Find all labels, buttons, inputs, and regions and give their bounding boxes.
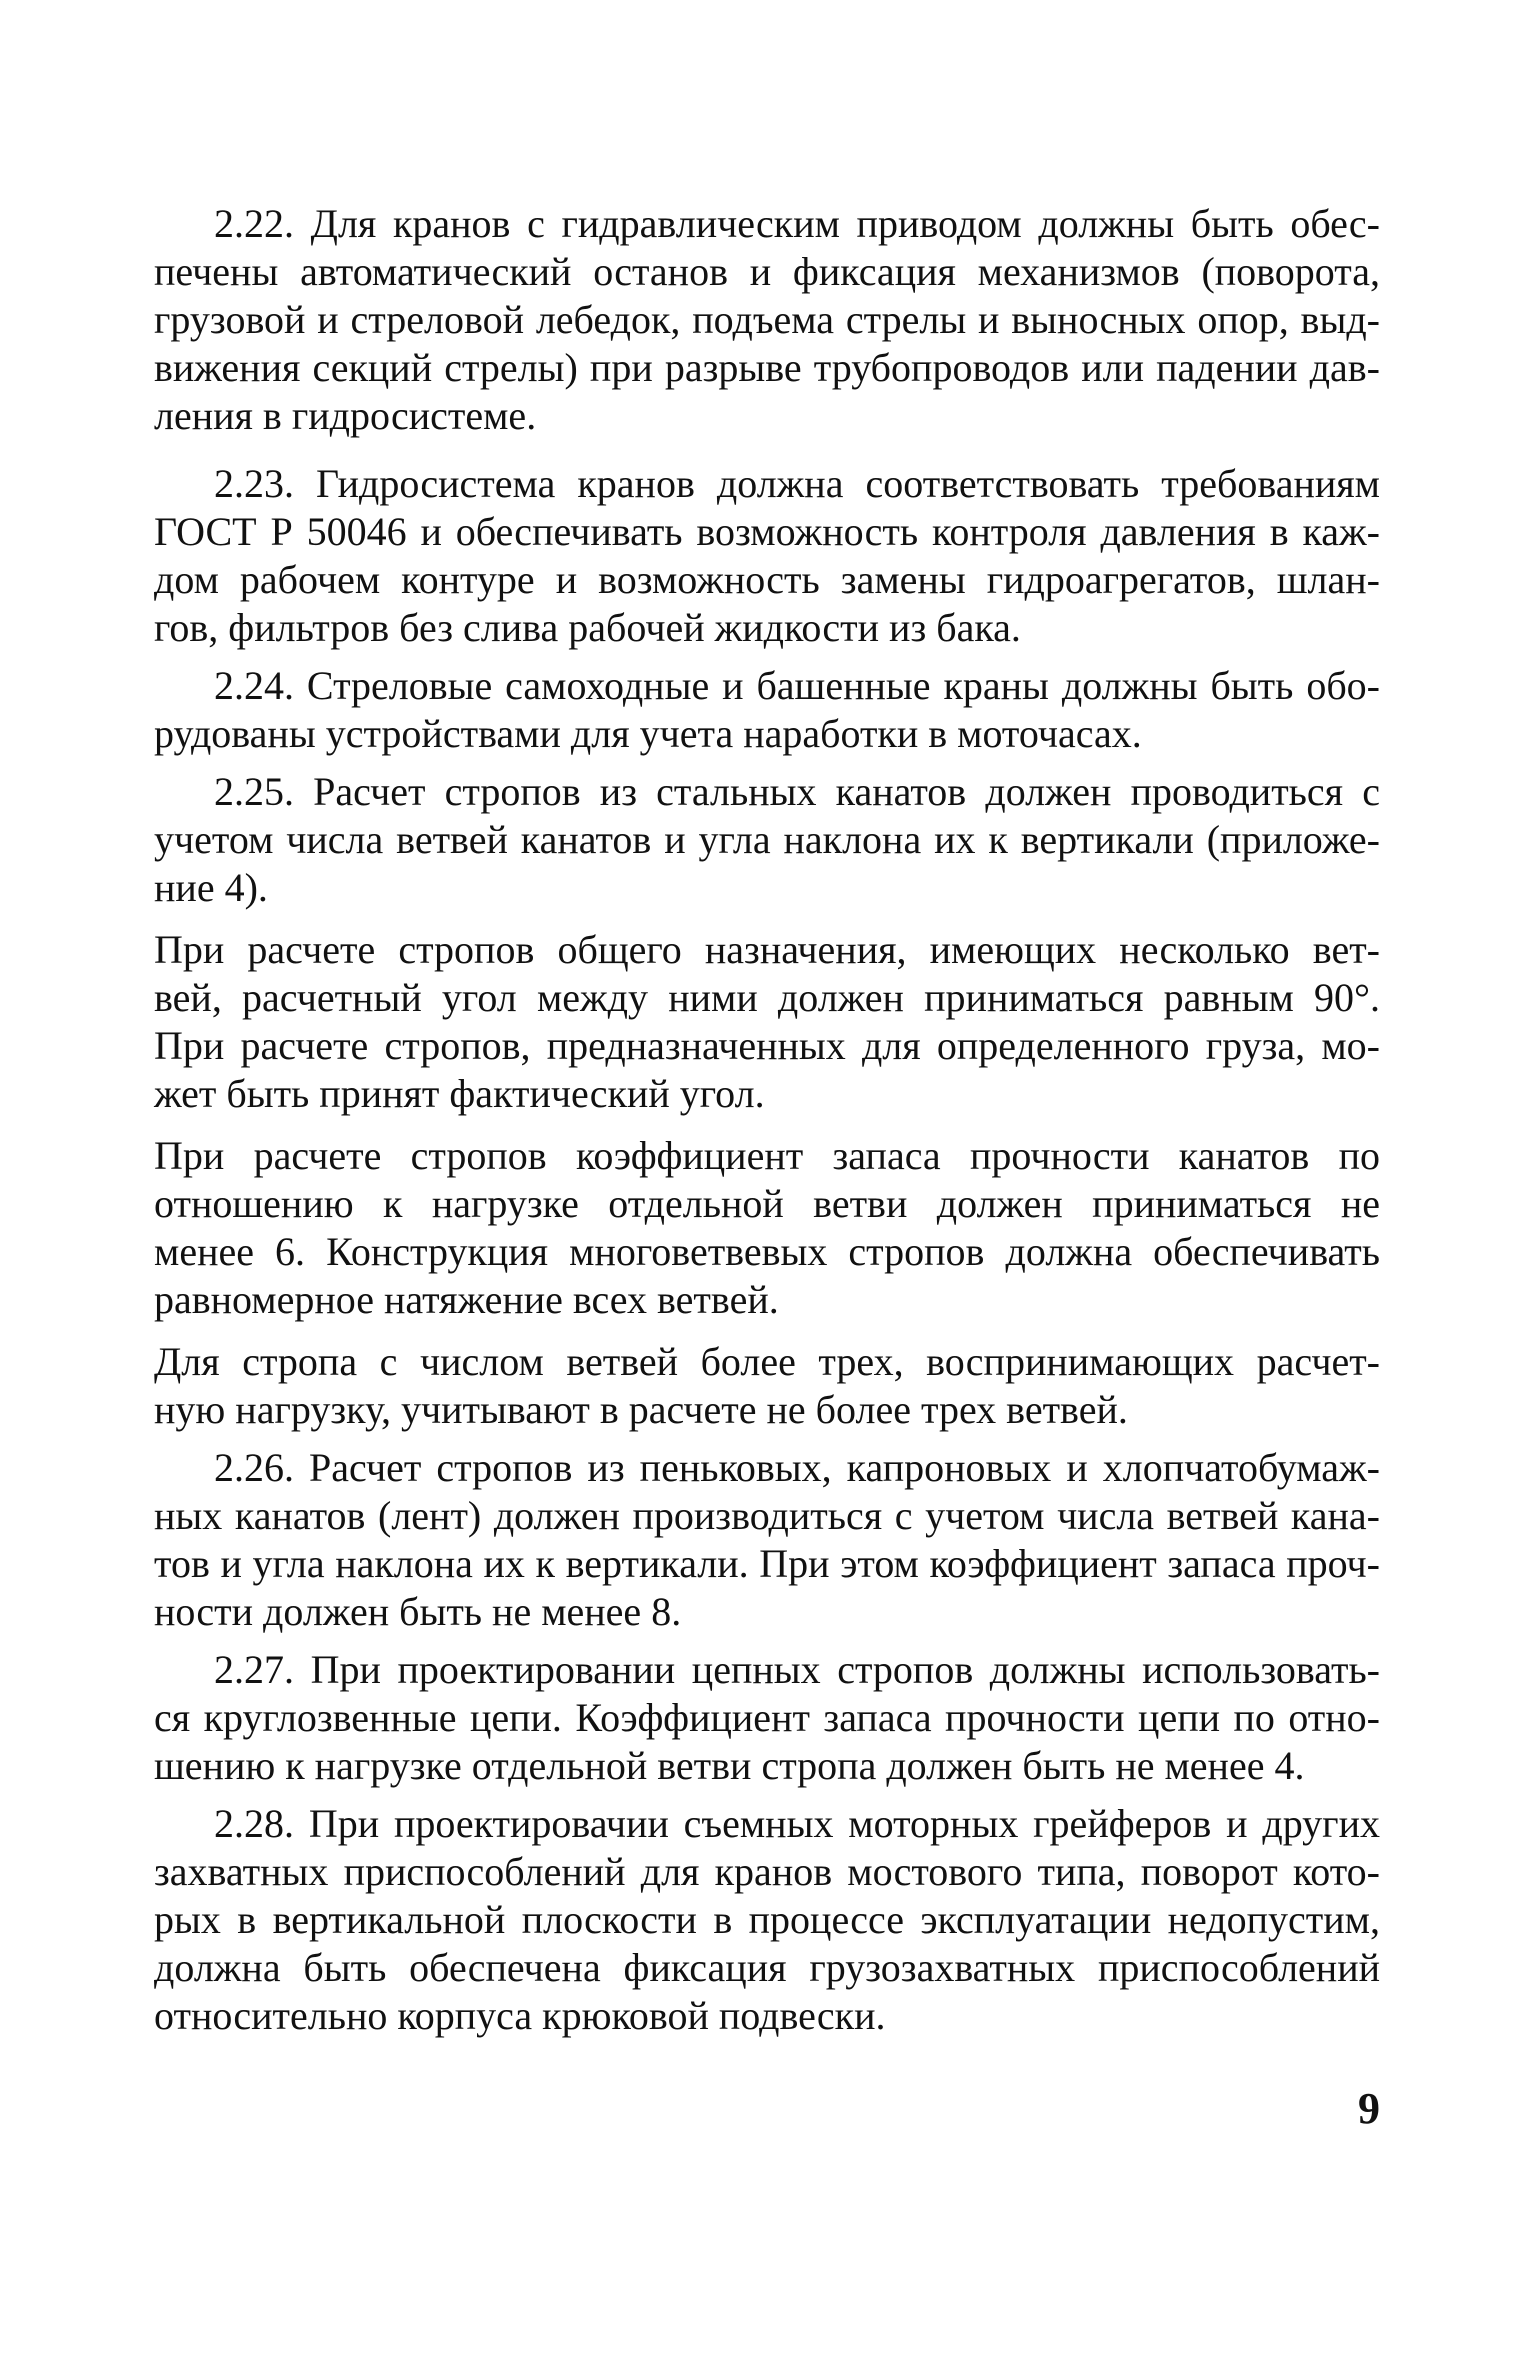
text-line: отношению к нагрузке отдельной ветви должен приниматься не (154, 1181, 1380, 1226)
text-line: ся круглозвенные цепи. Коэффициент запаса прочности цепи по отно- (154, 1695, 1380, 1740)
text-line: При расчете стропов, предназначенных для определенного груза, мо- (154, 1023, 1380, 1068)
text-line: грузовой и стреловой лебедок, подъема стрелы и выносных опор, выд- (154, 297, 1380, 342)
text-line: 2.23. Гидросистема кранов должна соответствовать требованиям (214, 461, 1380, 506)
text-line: 2.26. Расчет стропов из пеньковых, капроновых и хлопчатобумаж- (214, 1445, 1380, 1490)
text-line: 2.25. Расчет стропов из стальных канатов должен проводиться с (214, 769, 1380, 814)
text-line: 2.28. При проектировачии съемных моторных грейферов и других (214, 1801, 1380, 1846)
text-line: дом рабочем контуре и возможность замены гидроагрегатов, шлан- (154, 557, 1380, 602)
text-line: ных канатов (лент) должен производиться с учетом числа ветвей кана- (154, 1493, 1380, 1538)
text-line: печены автоматический останов и фиксация механизмов (поворота, (154, 249, 1380, 294)
text-line: При расчете стропов коэффициент запаса прочности канатов по (154, 1133, 1380, 1178)
text-line: относительно корпуса крюковой подвески. (154, 1993, 886, 2038)
text-line: 2.22. Для кранов с гидравлическим приводом должны быть обес- (214, 201, 1380, 246)
text-line: 2.24. Стреловые самоходные и башенные краны должны быть обо- (214, 663, 1380, 708)
text-line: ную нагрузку, учитывают в расчете не более трех ветвей. (154, 1387, 1128, 1432)
text-line: менее 6. Конструкция многоветвевых стропов должна обеспечивать (154, 1229, 1380, 1274)
text-line: ления в гидросистеме. (154, 393, 537, 438)
text-line: вижения секций стрелы) при разрыве трубопроводов или падении дав- (154, 345, 1380, 390)
text-line: тов и угла наклона их к вертикали. При этом коэффициент запаса проч- (154, 1541, 1380, 1586)
text-line: Для стропа с числом ветвей более трех, воспринимающих расчет- (154, 1339, 1380, 1384)
text-line: учетом числа ветвей канатов и угла наклона их к вертикали (приложе- (154, 817, 1380, 862)
text-line: ности должен быть не менее 8. (154, 1589, 682, 1634)
text-line: ГОСТ Р 50046 и обеспечивать возможность контроля давления в каж- (154, 509, 1380, 554)
text-line: захватных приспособлений для кранов мостового типа, поворот кото- (154, 1849, 1380, 1894)
page-number: 9 (1358, 2084, 1380, 2133)
text-line: 2.27. При проектировании цепных стропов должны использовать- (214, 1647, 1380, 1692)
text-line: равномерное натяжение всех ветвей. (154, 1277, 779, 1322)
text-line: вей, расчетный угол между ними должен приниматься равным 90°. (154, 975, 1380, 1020)
text-line: шению к нагрузке отдельной ветви стропа должен быть не менее 4. (154, 1743, 1305, 1788)
text-line: должна быть обеспечена фиксация грузозахватных приспособлений (154, 1945, 1380, 1990)
text-line: гов, фильтров без слива рабочей жидкости из бака. (154, 605, 1021, 650)
text-line: рудованы устройствами для учета наработки в моточасах. (154, 711, 1142, 756)
text-line: рых в вертикальной плоскости в процессе эксплуатации недопустим, (154, 1897, 1380, 1942)
text-line: жет быть принят фактический угол. (154, 1071, 765, 1116)
text-line: ние 4). (154, 865, 268, 910)
text-line: При расчете стропов общего назначения, имеющих несколько вет- (154, 927, 1380, 972)
